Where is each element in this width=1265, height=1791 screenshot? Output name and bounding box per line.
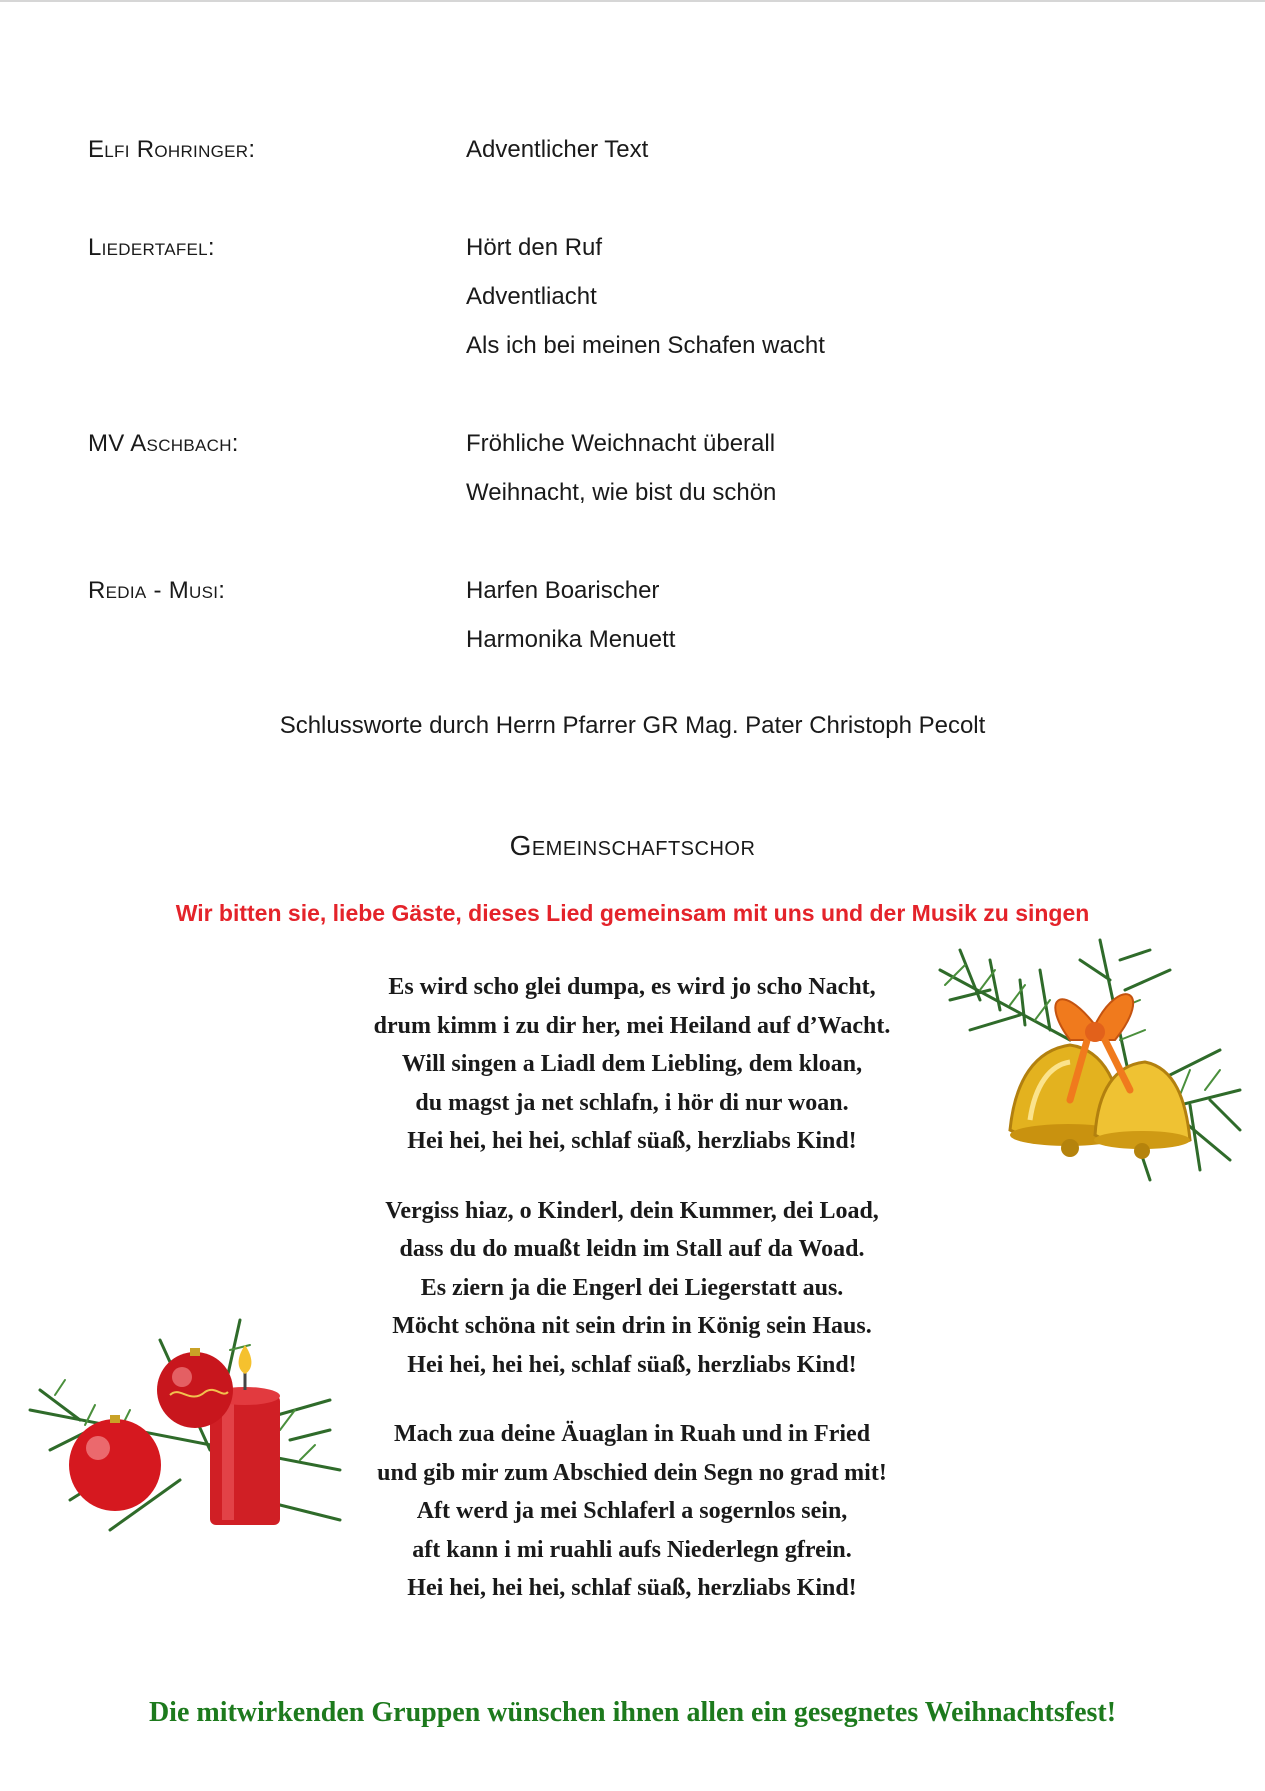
piece-list	[466, 223, 825, 370]
lyric-line: Aft werd ja mei Schlaferl a sogernlos sein,	[416, 1498, 848, 1524]
piece-title: Hört den Ruf	[466, 234, 603, 261]
lyric-line: und gib mir zum Abschied dein Segn no grad mit!	[377, 1459, 887, 1486]
candle-ornaments-icon	[10, 1300, 350, 1550]
lyric-line: Mach zua deine Äuaglan in Ruah und in Fried	[393, 1421, 871, 1447]
choir-heading: Gemeinschaftschor	[509, 830, 756, 861]
program-group	[88, 125, 1178, 174]
program-group	[88, 566, 1178, 664]
piece-list	[466, 419, 776, 517]
lyric-line: Hei hei, hei hei, schlaf süaß, herzliabs Kind!	[407, 1351, 857, 1378]
song-verse	[282, 968, 982, 1161]
lyric-line: dass du do muaßt leidn im Stall auf da Woad.	[399, 1236, 865, 1262]
piece-title: Weihnacht, wie bist du schön	[466, 479, 777, 506]
lyric-line: Möcht schöna nit sein drin in König sein Haus.	[392, 1313, 872, 1339]
lyric-line: du magst ja net schlafn, i hör di nur woan.	[415, 1089, 849, 1116]
performer-name: Liedertafel:	[88, 234, 215, 261]
lyric-line: Will singen a Liadl dem Liebling, dem kloan,	[401, 1051, 863, 1077]
program-group	[88, 223, 1178, 370]
page-top-border	[0, 0, 1265, 2]
program-list	[88, 125, 1178, 713]
piece-title: Harfen Boarischer	[466, 577, 660, 604]
lyric-line: Es ziern ja die Engerl dei Liegerstatt aus.	[420, 1274, 844, 1301]
lyric-line: drum kimm i zu dir her, mei Heiland auf d’Wacht.	[373, 1012, 891, 1039]
piece-title: Harmonika Menuett	[466, 626, 676, 653]
lyric-line: Hei hei, hei hei, schlaf süaß, herzliabs Kind!	[407, 1128, 857, 1154]
piece-list	[466, 566, 675, 664]
performer-name: Redia - Musi:	[88, 577, 226, 604]
lyric-line: Vergiss hiaz, o Kinderl, dein Kummer, dei Load,	[385, 1197, 879, 1224]
song-lyrics	[282, 968, 982, 1639]
program-group	[88, 419, 1178, 517]
performer-name: MV Aschbach:	[88, 430, 239, 457]
piece-title: Fröhliche Weichnacht überall	[466, 430, 776, 457]
lyric-line: aft kann i mi ruahli aufs Niederlegn gfrein.	[412, 1536, 852, 1563]
performer-name: Elfi Rohringer:	[88, 136, 256, 163]
piece-title: Adventlicher Text	[466, 136, 649, 163]
piece-title: Als ich bei meinen Schafen wacht	[466, 332, 825, 359]
piece-title: Adventliacht	[466, 283, 597, 310]
sing-along-invitation: Wir bitten sie, liebe Gäste, dieses Lied gemeinsam mit uns und der Musik zu singen	[175, 900, 1090, 926]
piece-list	[466, 125, 648, 174]
christmas-wishes: Die mitwirkenden Gruppen wünschen ihnen allen ein gesegnetes Weihnachtsfest!	[148, 1697, 1117, 1728]
lyric-line: Hei hei, hei hei, schlaf süaß, herzliabs Kind!	[407, 1575, 857, 1601]
closing-words: Schlussworte durch Herrn Pfarrer GR Mag. Pater Christoph Pecolt	[279, 712, 986, 739]
song-verse	[282, 1192, 982, 1385]
song-verse	[282, 1415, 982, 1608]
lyric-line: Es wird scho glei dumpa, es wird jo scho Nacht,	[388, 974, 876, 1000]
christmas-bells-icon	[920, 930, 1250, 1200]
